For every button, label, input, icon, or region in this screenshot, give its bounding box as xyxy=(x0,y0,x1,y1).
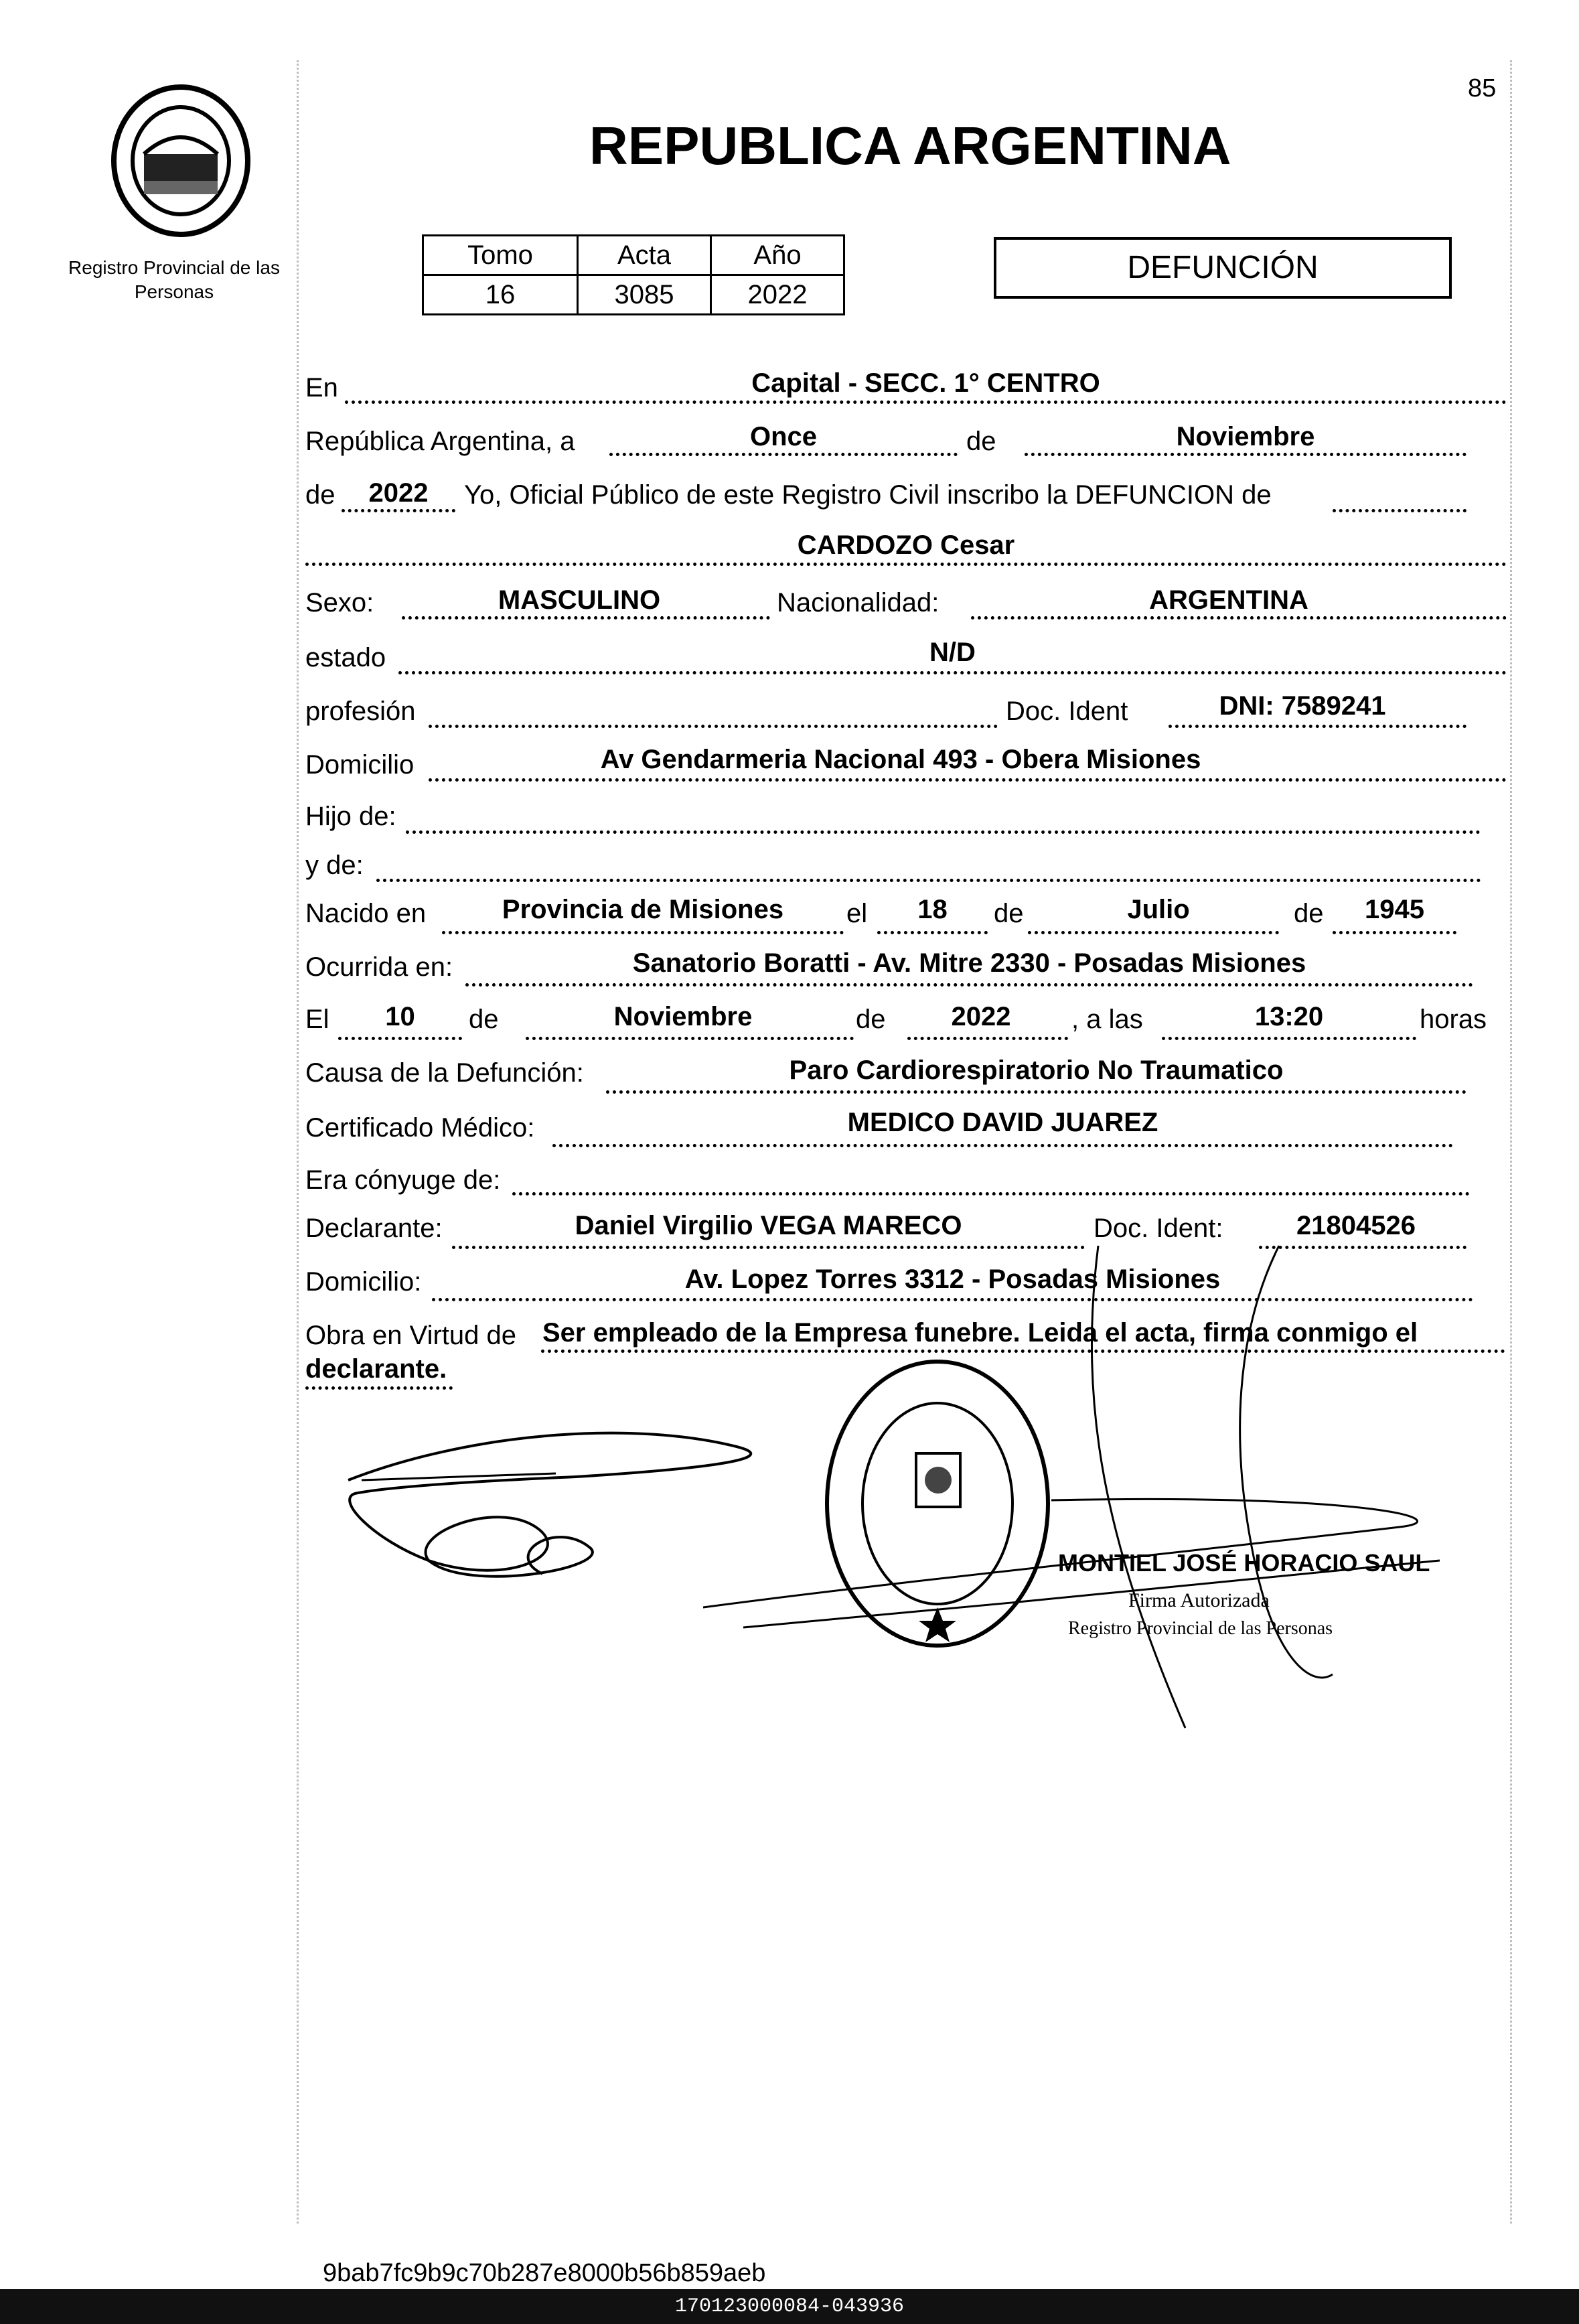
nacido-mes-line xyxy=(1028,931,1279,934)
republica-label: República Argentina, a xyxy=(305,427,575,456)
document-hash: 9bab7fc9b9c70b287e8000b56b859aeb xyxy=(323,2259,766,2287)
nombre-line xyxy=(305,563,1507,566)
certificado-value: MEDICO DAVID JUAREZ xyxy=(847,1108,1158,1137)
domicilio2-value: Av. Lopez Torres 3312 - Posadas Misiones xyxy=(684,1264,1221,1294)
nacido-anio-value: 1945 xyxy=(1365,895,1424,924)
table-header-tomo: Tomo xyxy=(423,236,578,275)
declarante-doc-label: Doc. Ident: xyxy=(1094,1214,1223,1243)
de-label-2: de xyxy=(305,480,335,510)
left-margin-line xyxy=(297,60,299,2224)
fallec-mes-value: Noviembre xyxy=(613,1002,753,1031)
de-label-3: de xyxy=(994,899,1024,928)
certificado-label: Certificado Médico: xyxy=(305,1113,535,1143)
official-org: Registro Provincial de las Personas xyxy=(1068,1618,1333,1639)
doc-value: DNI: 7589241 xyxy=(1219,691,1386,721)
obra-label: Obra en Virtud de xyxy=(305,1321,517,1350)
mes-value: Noviembre xyxy=(1176,422,1315,451)
yde-line xyxy=(376,879,1481,882)
profesion-label: profesión xyxy=(305,697,416,726)
nacido-mes-value: Julio xyxy=(1127,895,1190,924)
profesion-line xyxy=(429,725,998,728)
ocurrida-value: Sanatorio Boratti - Av. Mitre 2330 - Posadas Misiones xyxy=(632,948,1306,978)
sexo-value: MASCULINO xyxy=(498,585,661,615)
conyuge-label: Era cónyuge de: xyxy=(305,1165,501,1195)
causa-line xyxy=(606,1090,1467,1094)
estado-line xyxy=(398,671,1507,674)
en-line xyxy=(345,401,1507,404)
hijo-label: Hijo de: xyxy=(305,802,396,831)
causa-label: Causa de la Defunción: xyxy=(305,1058,584,1088)
fallec-hora-value: 13:20 xyxy=(1254,1002,1324,1031)
yo-line xyxy=(1333,509,1467,512)
nacionalidad-line xyxy=(971,616,1507,620)
hijo-line xyxy=(406,830,1481,834)
yo-text: Yo, Oficial Público de este Registro Civil inscribo la DEFUNCION de xyxy=(464,480,1272,510)
nacido-lugar-line xyxy=(442,931,844,934)
domicilio-label: Domicilio xyxy=(305,750,415,780)
anio-value: 2022 xyxy=(368,478,429,508)
table-value-anio: 2022 xyxy=(711,275,844,315)
de-label-5: de xyxy=(469,1005,499,1034)
declarante-label: Declarante: xyxy=(305,1214,443,1243)
ocurrida-line xyxy=(465,983,1473,987)
nacido-dia-line xyxy=(877,931,988,934)
de-label-4: de xyxy=(1294,899,1324,928)
nacido-anio-line xyxy=(1333,931,1456,934)
sexo-line xyxy=(402,616,770,620)
obra-line-2 xyxy=(305,1386,453,1390)
nacionalidad-value: ARGENTINA xyxy=(1149,585,1308,615)
domicilio-value: Av Gendarmeria Nacional 493 - Obera Misiones xyxy=(600,745,1201,774)
table-header-anio: Año xyxy=(711,236,844,275)
domicilio2-label: Domicilio: xyxy=(305,1267,422,1297)
estado-value: N/D xyxy=(929,638,976,667)
nacido-label: Nacido en xyxy=(305,899,427,928)
record-type-label: DEFUNCIÓN xyxy=(1127,250,1319,285)
nacido-lugar-value: Provincia de Misiones xyxy=(502,895,784,924)
nacionalidad-label: Nacionalidad: xyxy=(777,588,939,618)
fallec-anio-line xyxy=(907,1037,1068,1040)
table-value-acta: 3085 xyxy=(578,275,711,315)
registry-name: Registro Provincial de las Personas xyxy=(68,257,280,302)
record-type-box xyxy=(994,237,1452,299)
nombre-value: CARDOZO Cesar xyxy=(797,530,1015,560)
en-label: En xyxy=(305,373,338,403)
conyuge-line xyxy=(512,1192,1470,1195)
official-name: MONTIEL JOSÉ HORACIO SAUL xyxy=(1058,1549,1430,1577)
horas-label: horas xyxy=(1420,1005,1487,1034)
anio-line xyxy=(342,509,455,512)
fallec-mes-line xyxy=(526,1037,854,1040)
declarante-doc-value: 21804526 xyxy=(1296,1211,1416,1240)
fallec-dia-line xyxy=(338,1037,462,1040)
estado-label: estado xyxy=(305,643,386,672)
fallec-dia-value: 10 xyxy=(385,1002,415,1031)
en-value: Capital - SECC. 1° CENTRO xyxy=(751,368,1100,398)
causa-value: Paro Cardiorespiratorio No Traumatico xyxy=(789,1056,1284,1085)
doc-label: Doc. Ident xyxy=(1006,697,1128,726)
sexo-label: Sexo: xyxy=(305,588,374,618)
official-role: Firma Autorizada xyxy=(1128,1589,1270,1611)
province-seal-icon xyxy=(104,80,258,241)
yde-label: y de: xyxy=(305,851,364,880)
mes-line xyxy=(1025,453,1467,456)
fallec-hora-line xyxy=(1162,1037,1416,1040)
ocurrida-label: Ocurrida en: xyxy=(305,952,453,982)
dia-value: Once xyxy=(749,422,818,451)
domicilio-line xyxy=(429,778,1507,782)
doc-line xyxy=(1169,725,1467,728)
obra-value-1: Ser empleado de la Empresa funebre. Leida el acta, firma conmigo el xyxy=(542,1318,1418,1348)
page-number: 85 xyxy=(1468,74,1497,102)
obra-value-2: declarante. xyxy=(305,1354,447,1384)
el-label: el xyxy=(846,899,868,928)
table-header-acta: Acta xyxy=(578,236,711,275)
barcode-strip xyxy=(0,2289,1579,2324)
El-label: El xyxy=(305,1005,329,1034)
official-signature xyxy=(703,1206,1487,1741)
nacido-dia-value: 18 xyxy=(917,895,948,924)
page-title: REPUBLICA ARGENTINA xyxy=(589,116,1231,175)
de-label-6: de xyxy=(856,1005,886,1034)
de-label: de xyxy=(966,427,996,456)
alas-label: , a las xyxy=(1071,1005,1143,1034)
barcode-text: 170123000084-043936 xyxy=(674,2295,905,2318)
certificado-line xyxy=(552,1144,1453,1147)
fallec-anio-value: 2022 xyxy=(951,1002,1011,1031)
dia-line xyxy=(609,453,958,456)
record-table xyxy=(422,234,845,315)
right-margin-line xyxy=(1510,60,1512,2224)
declarante-value: Daniel Virgilio VEGA MARECO xyxy=(575,1211,962,1240)
table-value-tomo: 16 xyxy=(423,275,578,315)
